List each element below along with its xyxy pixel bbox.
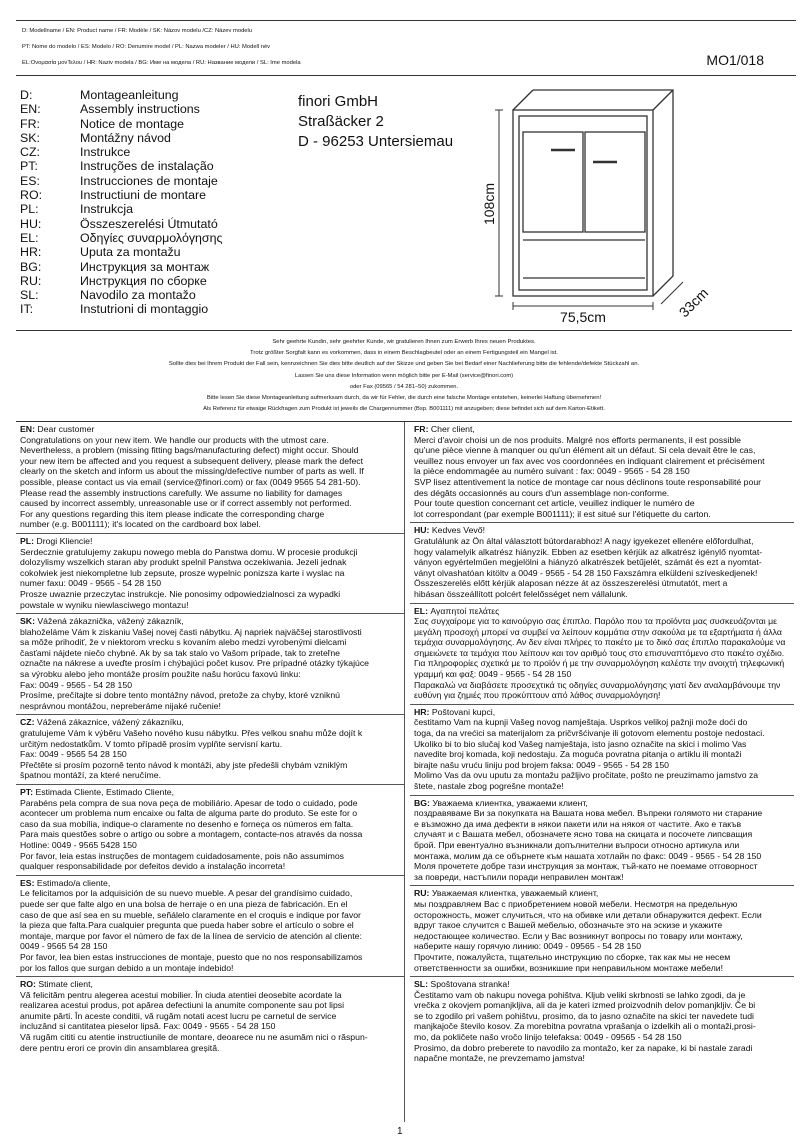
language-section-en [16, 422, 404, 533]
header-line: EL:Ονομασία μονΤελου / HR: Naziv modela / BG: Име на модела / RU: Название модели / SL: Ime modela [22, 60, 301, 66]
section-heading [414, 707, 790, 718]
section-text-line: ványt olvashatóan kitöltv a 0049 - 9565 - 54 28 150 Faxszámra elküldeni szíveskedjenek! [414, 567, 758, 578]
cabinet-depth-outline [533, 90, 673, 296]
intro-line: Trotz größter Sorgfalt kann es vorkommen, dass in einem Beschlagbeutel oder an einem Fertigungsteil ein Mangel ist. [250, 350, 558, 357]
section-text-line: недостающее количество. Если у Вас возникнут вопросы по товару или монтажу, [414, 930, 743, 941]
language-code: BG: [20, 259, 42, 274]
section-salutation: Estimada Cliente, Estimado Cliente, [35, 787, 175, 797]
section-text-line: mo, da pokličete našo vročo linijo telefaksa: 0049 - 09565 - 54 28 150 [414, 1032, 682, 1043]
language-section-hr [410, 704, 794, 795]
section-text-line: blahoželáme Vám k ziskaniu Vašej novej časti nábytku. Aj napriek najväčšej starostlivosti [20, 626, 362, 637]
language-title-row [20, 202, 222, 216]
section-text-line: cokolwiek jest niekompletne lub zepsute, prosze wypelnic ponizsza karte i wyslac na [20, 567, 345, 578]
company-name: finori GmbH [298, 93, 379, 110]
language-section-ru [410, 885, 794, 976]
language-section-sl [410, 976, 794, 1067]
section-heading [414, 606, 790, 617]
language-title-row [20, 217, 222, 231]
section-salutation: Dear customer [37, 424, 95, 434]
language-title-row [20, 274, 222, 288]
language-title-row [20, 145, 222, 159]
section-text-line: clearly on the sketch and inform us about the missing/defective number of parts as well. If [20, 466, 364, 477]
section-text-line: acontecer um problema num encaixe ou falta de alguma parte do produto. Se este for o [20, 808, 358, 819]
header-line: D: Modellname / EN: Product name / FR: Modèle / SK: Názov modelu /CZ: Název modelu [22, 28, 253, 34]
section-text-line: Para mais questões sobre o artigo ou sobre a montagem, contacte-nos através da nossa [20, 829, 363, 840]
section-text-line: Παρακαλώ να διαβάσετε προσεχτικά τις οδηγίες συναρμολόγησης γιατί δεν αναλαμβάνουμε την [414, 679, 781, 690]
section-language-code: CZ: [20, 717, 35, 728]
language-section-es [16, 875, 404, 976]
section-text-line: мы поздравляем Вас с приобретением новой мебели. Несмотря на предельную [414, 898, 738, 909]
section-language-code: HU: [414, 525, 430, 536]
section-text-line: puede ser que falte algo en una bolsa de herraje o en una pieza de fabricación. En el [20, 898, 348, 909]
section-text-line: Parabéns pela compra de sua nova peça de mobiliário. Apesar de todo o cuidado, pode [20, 797, 358, 808]
language-title-row [20, 88, 222, 102]
section-heading [20, 787, 400, 798]
section-salutation: Уважаемая клиентка, уважаемый клиент, [431, 888, 599, 899]
right-column [410, 422, 794, 1122]
model-number: MO1/018 [706, 52, 764, 68]
section-text-line: τεμάχια συναρμολόγησης. Αν δεν είναι πλήρες το πακέτο με το δικό σας έπιπλο παρακαλούμε να [414, 637, 786, 648]
section-language-code: ES: [20, 877, 35, 888]
page-number: 1 [397, 1126, 403, 1137]
section-text-line: Прочтите, пожалуйста, тщательно инструкцию по сборке, так как мы не несем [414, 951, 731, 962]
section-text-line: е възможно да има дефекти в някои пакети или на някоя от частите. Ако е такъв [414, 818, 742, 829]
language-title-row [20, 188, 222, 202]
section-heading [414, 424, 790, 435]
section-text-line: поздравяваме Ви за покупката на Вашата нова мебел. Въпреки голямото ни старание [414, 808, 763, 819]
section-salutation: Kedves Vevő! [431, 525, 486, 536]
language-section-el [410, 603, 794, 704]
section-text-line: sa môže prihodiť, že v niektorom vrecku s kovaním alebo medzi vyrobenými dielcami [20, 637, 347, 648]
language-code: D: [20, 88, 33, 102]
section-text-line: numer faxu: 0049 - 9565 - 54 28 150 [20, 578, 162, 589]
section-text-line: possible, please contact us via email (service@finori.com) or fax (0049 9565 54 281-50). [20, 476, 361, 487]
section-heading [414, 888, 790, 899]
section-text-line: вдруг такое случится с Вашей мебелью, обозначьте это на эскизе и укажите [414, 920, 723, 931]
section-text-line: des dégâts occasionnés au cours d'un assemblage non-conforme. [414, 487, 670, 498]
section-text-line: dolozylismy wszelkich staran aby produkt spelnil Panstwa oczekiwania. Jezeli jednak [20, 557, 347, 568]
section-text-line: se to zgodilo pri vašem pohištvu, prosimo, da to jasno označite na skici ter navedete tudi [414, 1010, 754, 1021]
language-code: EL: [20, 230, 39, 245]
section-text-line: For any questions regarding this item please indicate the corresponding charge [20, 508, 325, 519]
section-text-line: Σας συγχαίρομε για το καινούργιο σας έπιπλο. Παρόλο που τα προϊόντα μας συσκευάζονται με [414, 616, 777, 627]
language-code: PT: [20, 159, 38, 174]
section-text-line: qu'une pièce vienne à manquer ou qu'un élément ait un défaut. Si cela devait être le cas, [414, 445, 756, 456]
section-text-line: štete, nastale zbog pogrešne montaže! [414, 781, 564, 791]
section-text-line: γραμμή και φαξ: 0049 - 9565 - 54 28 150 [414, 669, 572, 680]
language-title: Инструкция за монтаж [80, 259, 210, 274]
language-code: RO: [20, 188, 43, 203]
section-salutation: Estimado/a cliente, [36, 877, 111, 888]
language-title: Montážny návod [80, 130, 171, 145]
cabinet-drawing [481, 82, 725, 327]
intro-line: Lassen Sie uns diese Information wenn möglich bitte per E-Mail (service@finori.com) [294, 372, 514, 379]
section-text-line: монтажа, молим да се обърнете към нашата хотлайн по факс: 0049 - 9565 - 54 28 150 [414, 850, 762, 861]
language-code: EN: [20, 102, 41, 117]
section-text-line: veuillez nous envoyer un fax avec vos coordonnées en indiquant clairement et précisément [414, 455, 765, 466]
section-language-code: SK: [20, 616, 35, 627]
section-text-line: Fax: 0049 - 9565 54 28 150 [20, 749, 127, 760]
section-text-line: Čestitamo vam ob nakupu novega pohištva. Kljub veliki skrbnosti se lahko zgodi, da je [414, 989, 746, 1000]
section-text-line: lot correspondant (par exemple B001111); il est situé sur l'étiquette du carton. [414, 508, 711, 519]
left-column [16, 422, 405, 1122]
language-section-ro [16, 976, 404, 1056]
section-text-line: ответственности за ошибки, возникшие при неправильном монтаже мебели! [414, 962, 724, 973]
section-text-line: označte na nákrese a uveďte prosím i chýbajúci počet kusov. Pre prípadné otázky týkajúce [20, 658, 370, 669]
section-text-line: la pièce endommagée au numéro suivant : fax: 0049 - 9565 - 54 28 150 [414, 466, 690, 477]
section-text-line: birajte našu vruću liniju pod brojem faksa: 0049 - 9565 - 54 28 150 [414, 759, 669, 770]
section-text-line: Merci d'avoir choisi un de nos produits. Malgré nos efforts permanents, il est possible [414, 434, 741, 445]
section-text-line: toga, da na vrećici sa materijalom za pričvršćivanje ili gotovom elementu postoje nedostaci. [414, 728, 765, 739]
cabinet-top-edge [513, 90, 533, 110]
section-text-line: SVP lisez attentivement la notice de montage car nous déclinons toute responsabilité pour [414, 476, 762, 487]
language-title-row [20, 288, 222, 302]
company-address [298, 92, 453, 152]
section-text-line: hogy valamelyik alkatrész hiányzik. Ebben az esetben kérjük az alkatrész igénylő nyomtat- [414, 546, 763, 557]
section-heading [20, 878, 400, 889]
language-section-cz [16, 714, 404, 784]
section-text-line: powstale w wyniku niewlasciwego montazu! [20, 599, 189, 610]
section-language-code: EL: [414, 605, 428, 616]
language-code: IT: [20, 302, 34, 317]
language-code: HU: [20, 216, 42, 231]
language-section-fr [410, 422, 794, 522]
language-title-row [20, 245, 222, 259]
language-title: Uputa za montažu [80, 245, 181, 260]
section-text-line: случаят и с Вашата мебел, обозначете ясно това на скицата и посочете липсващия [414, 829, 753, 840]
section-text-line: Prosimo, da dobro preberete to navodilo za montažo, ker za napake, ki bi nastale zaradi [414, 1042, 753, 1053]
section-text-line: осторожность, может случиться, что на обивке или детали обнаружится дефект. Если [414, 909, 762, 920]
section-text-line: μεγάλη προσοχή μπορεί να συμβεί να λείπουν κομμάτια στην σακούλα με τα εξαρτήματα ή άλλα [414, 626, 782, 637]
section-text-line: dere pentru erori ce provin din ansamblarea greșită. [20, 1042, 220, 1053]
language-title: Assembly instructions [80, 102, 200, 117]
section-heading [20, 616, 400, 627]
section-text-line: špatnou montáží, za které neručíme. [20, 770, 162, 781]
language-title-row [20, 131, 222, 145]
language-title-list [20, 88, 222, 317]
section-text-line: časťami nájdete niečo chybné. Ak by sa tak stalo vo Vašom prípade, tak to zreteľne [20, 647, 341, 658]
section-text-line: realizarea acestui produs, pot apărea defectiuni la anumite componente sau pot lipsi [20, 1000, 345, 1011]
section-text-line: Por favor, lea bien estas instrucciones de montaje, puesto que no nos responsabilizamos [20, 951, 363, 962]
model-name-header [16, 20, 796, 76]
section-text-line: Por favor, leia estas instruções de montagem cuidadosamente, pois não assumimos [20, 850, 345, 861]
section-text-line: Molimo Vas da ovu uputu za montažu pažljivo pročitate, pošto ne preuzimamo jamstvo za [414, 770, 759, 781]
section-text-line: sa výrobku alebo jeho montáže prosím použite našu horúcu faxovú linku: [20, 669, 301, 680]
section-text-line: anumite părti. În aceste conditii, vă rugăm notati acest lucru pe carnetul de service [20, 1010, 337, 1021]
depth-label: 33cm [675, 284, 712, 321]
language-title: Instructiuni de montare [80, 188, 207, 203]
section-text-line: your new item be affected and you request a subsequent delivery, please mark the defect [20, 455, 364, 466]
width-label: 75,5cm [560, 309, 606, 325]
intro-notice [16, 330, 792, 422]
intro-line: Sehr geehrte Kundin, sehr geehrter Kunde, wir gratulieren Ihnen zum Erwerb Ihres neuen Produktes. [272, 339, 536, 345]
section-salutation: Vážená zákaznice, vážený zákazníku, [36, 717, 184, 728]
language-title: Montageanleitung [80, 88, 179, 102]
section-text-line: Hotline: 0049 - 9565 5428 150 [20, 839, 137, 850]
section-text-line: manjkajoče število kosov. Za morebitna povratna vprašanja o izdelkih ali o montaži,prosi- [414, 1021, 756, 1032]
language-title: Összeszerelési Útmutató [80, 216, 218, 231]
section-language-code: PT: [20, 787, 34, 797]
language-title: Instrukce [80, 145, 131, 160]
section-text-line: caso de que así sea en su mueble, señálelo claramente en el croquis e indique por favor [20, 909, 361, 920]
section-text-line: Please read the assembly instructions carefully. We assume no liability for damages [20, 487, 343, 498]
language-title-row [20, 117, 222, 131]
section-text-line: брой. При евентуално възникнали допълнителни въпроси относно артикула или [414, 839, 740, 850]
section-text-line: navedite broj komada, koji nedostaju. Za moguća povratna pitanja o artiklu ili montaži [414, 749, 742, 760]
section-text-line: Vă rugăm cititi cu atentie instructiunile de montare, deoarece nu ne asumăm nici o răspun- [20, 1032, 368, 1043]
language-title: Instutrioni di montaggio [80, 302, 209, 317]
section-heading [414, 798, 790, 809]
section-salutation: Vážená zákaznička, vážený zákazník, [37, 616, 184, 627]
section-salutation: Drogi Kliencie! [36, 535, 93, 546]
section-text-line: určitým nedostatkům. V tomto případě prosím vyplňte servisní kartu. [20, 738, 283, 749]
language-title-row [20, 174, 222, 188]
section-salutation: Αγαπητοί πελάτες [430, 605, 500, 616]
section-text-line: la pieza que falta.Para cualquier pregunta que pueda haber sobre el artículo o sobre el [20, 920, 354, 931]
right-door [585, 132, 645, 232]
section-text-line: vrečka z okovjem pomanjkljiva, ali da je kateri izmed proizvodnih delov pomanjkljiv. Če bi [414, 1000, 756, 1011]
section-text-line: number (e.g. B001111); it's located on the cardboard box label. [20, 519, 261, 530]
language-code: PL: [20, 202, 39, 217]
language-title: Инструкция по сборке [80, 273, 207, 288]
section-salutation: Stimate client, [38, 979, 93, 990]
section-text-line: incluzând si cantitatea pieselor lipsă. Fax: 0049 - 9565 - 54 28 150 [20, 1021, 276, 1032]
section-heading [20, 424, 400, 435]
language-title-row [20, 260, 222, 274]
section-text-line: nesprávnou montážou, nepreberáme nijaké ručenie! [20, 700, 221, 711]
section-text-line: hibásan összeállított polcért felelősséget nem vállalunk. [414, 588, 628, 599]
section-text-line: montaje, marque por favor el número de fax de la línea de servicio de atención al cliente: [20, 930, 362, 941]
language-title: Οδηγίες συναρμολόγησης [80, 230, 223, 245]
height-label: 108cm [481, 182, 497, 226]
language-title-row [20, 102, 222, 116]
section-text-line: ványon egyértelműen megjelölni a hiányzó alkatrészek betűjelét, számát és ezt a nyomtat- [414, 557, 762, 568]
section-heading [20, 536, 400, 547]
intro-line: Bitte lesen Sie diese Montageanleitung aufmerksam durch, da wir für Fehler, die durch eine falsche Montage entstehen, keinerlei Haftung übernehmen! [206, 395, 602, 402]
language-code: FR: [20, 116, 40, 131]
section-text-line: napačne montaže, ne prevzemamo jamstva! [414, 1053, 585, 1064]
section-salutation: Spoštovana stranka! [430, 979, 510, 990]
language-title: Notice de montage [80, 116, 185, 131]
section-language-code: FR: [414, 424, 429, 434]
section-salutation: Cher client, [430, 424, 475, 434]
language-title: Instrucciones de montaje [80, 173, 218, 188]
section-text-line: Přečtěte si prosím pozorně tento návod k montáži, aby jste předešli chybám vzniklým [20, 759, 348, 770]
section-text-line: Για πληροφορίες σχετικά με το προϊόν ή με την συναρμολόγηση καλέστε την ανοιχτή τηλεφωνική [414, 658, 785, 669]
left-door [523, 132, 583, 232]
section-text-line: Vă felicităm pentru alegerea acestui mobilier. În ciuda atentiei deosebite acordate la [20, 989, 342, 1000]
cabinet-top-edge [653, 90, 673, 110]
section-salutation: Poštovani kupci, [431, 706, 496, 717]
section-text-line: Prosze uwaznie przeczytac instrukcje. Nie ponosimy odpowiedzialnosci za wypadki [20, 588, 341, 599]
section-text-line: ευθύνη για ζημιές που προκύπτουν από λάθος συναρμολόγηση! [414, 690, 661, 701]
section-text-line: Nevertheless, a problem (missing fitting bags/manufacturing defect) might occur. Should [20, 445, 359, 456]
language-title-row [20, 302, 222, 316]
language-code: HR: [20, 245, 42, 260]
language-section-pt [16, 784, 404, 875]
section-text-line: Congratulations on your new item. We handle our products with the utmost care. [20, 434, 329, 445]
section-text-line: Fax: 0049 - 9565 - 54 28 150 [20, 679, 133, 690]
section-text-line: gratulujeme Vám k výběru Vašeho nového kusu nábytku. Přes velkou snahu může dojít k [20, 728, 363, 739]
section-text-line: caused by incorrect assembly, unreasonable use or if correct assembly not performed. [20, 498, 352, 509]
section-heading [20, 717, 400, 728]
section-language-code: RU: [414, 888, 430, 899]
language-code: SK: [20, 130, 40, 145]
language-title: Instruções de instalação [80, 159, 214, 174]
section-text-line: наберите нашу горячую линию: 0049 - 09565 - 54 28 150 [414, 941, 642, 952]
section-text-line: Prosíme, prečítajte si dobre tento montážny návod, pretože za chyby, ktoré vzniknú [20, 690, 340, 701]
section-text-line: čestitamo Vam na kupnji Vašeg novog namještaja. Usprkos velikoj pažnji može doći do [414, 717, 748, 728]
section-text-line: Ukoliko bi to bio slučaj kod Vašeg namještaja, isto jasno označite na skici i molimo Vas [414, 738, 747, 749]
language-code: CZ: [20, 145, 40, 160]
company-street: Straßäcker 2 [298, 113, 384, 130]
section-heading [20, 979, 400, 990]
section-text-line: caso da sua mobília, indique-o claramente no desenho e forneça os números em falta. [20, 818, 354, 829]
intro-line: Als Referenz für etwaige Rückfragen zum Produkt ist jeweils die Chargennummer (Bsp. B001111) mit anzugeben; diese befindet sich auf dem Karton-Etikett. [203, 406, 605, 413]
section-text-line: Serdecznie gratulujemy zakupu nowego mebla do Panstwa domu. W procesie produkcji [20, 546, 358, 557]
header-line: PT: Nome do modelo / ES: Modelo / RO: Denumire model / PL: Nazwa modeler / HU: Modell név [22, 44, 271, 50]
section-text-line: Összeszerelés előtt kérjük alaposan nézze át az összeszerelési útmutatót, mert a [414, 578, 728, 589]
language-title-row [20, 231, 222, 245]
section-language-code: HR: [414, 706, 430, 717]
intro-line: oder Fax (09565 / 54 281–50) zukommen. [349, 383, 459, 390]
section-text-line: Le felicitamos por la adquisición de su nuevo mueble. A pesar del grandísimo cuidado, [20, 888, 353, 899]
language-section-sk [16, 613, 404, 714]
language-title: Navodilo za montažo [80, 288, 196, 303]
language-section-pl [16, 533, 404, 613]
language-code: RU: [20, 273, 42, 288]
section-text-line: Pour toute question concernant cet article, veuillez indiquer le numéro de [414, 498, 695, 509]
section-salutation: Уважаема клиентка, уважаеми клиент, [432, 797, 588, 808]
language-code: SL: [20, 288, 39, 303]
section-language-code: EN: [20, 424, 35, 434]
section-language-code: RO: [20, 979, 36, 990]
section-text-line: Моля прочетете добре тази инструкция за монтаж, тъй-като не поемаме отговорност [414, 861, 758, 872]
section-text-line: qualquer responsabilidade por defeitos devido a instalação incorreta! [20, 861, 286, 872]
language-title: Instrukcja [80, 202, 134, 217]
language-section-bg [410, 795, 794, 886]
section-language-code: SL: [414, 979, 428, 990]
language-title-row [20, 159, 222, 173]
intro-line: Sollte dies bei Ihrem Produkt der Fall sein, kennzeichnen Sie dies bitte deutlich auf der Skizze und geben Sie bei Bedarf einer Nachlieferung bitte die fehlende/defekte Stückzahl an. [168, 361, 640, 368]
section-text-line: σημειώνετε τα τεμάχια που λείπουν και τον αριθμό τους στο επισυναπτόμενο στο πακέτο σχέδιο. [414, 647, 785, 658]
section-heading [414, 525, 790, 536]
section-text-line: Gratulálunk az Ön által választott bútordarabhoz! A nagy igyekezet ellenére előfordulhat, [414, 535, 754, 546]
section-language-code: PL: [20, 535, 34, 546]
section-text-line: за повреди, настъпили поради неправилен монтаж! [414, 871, 624, 882]
section-heading [414, 979, 790, 990]
language-section-hu [410, 522, 794, 602]
company-city: D - 96253 Untersiemau [298, 133, 454, 150]
section-text-line: por los fallos que surgan debido a un montaje indebido! [20, 962, 234, 973]
section-text-line: 0049 - 9565 54 28 150 [20, 941, 108, 952]
language-code: ES: [20, 173, 40, 188]
section-language-code: BG: [414, 797, 430, 808]
